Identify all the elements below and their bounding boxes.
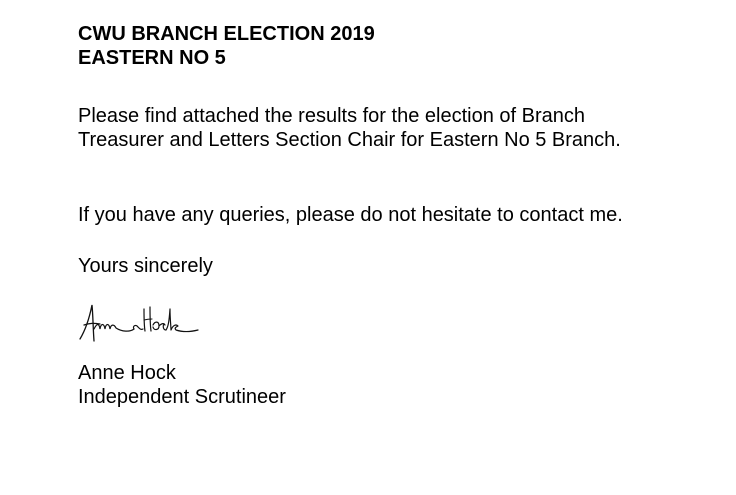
intro-line-2: Treasurer and Letters Section Chair for Eastern No 5 Branch. [78,129,621,151]
handwritten-signature [78,299,208,347]
queries-text: If you have any queries, please do not hesitate to contact me. [78,204,623,226]
signatory-name: Anne Hock [78,362,176,384]
intro-line-1: Please find attached the results for the election of Branch [78,105,585,127]
letter-title: CWU BRANCH ELECTION 2019 [78,23,375,45]
closing-text: Yours sincerely [78,255,213,277]
letter [78,22,728,409]
signatory-role: Independent Scrutineer [78,386,286,408]
letter-subtitle: EASTERN NO 5 [78,47,226,69]
